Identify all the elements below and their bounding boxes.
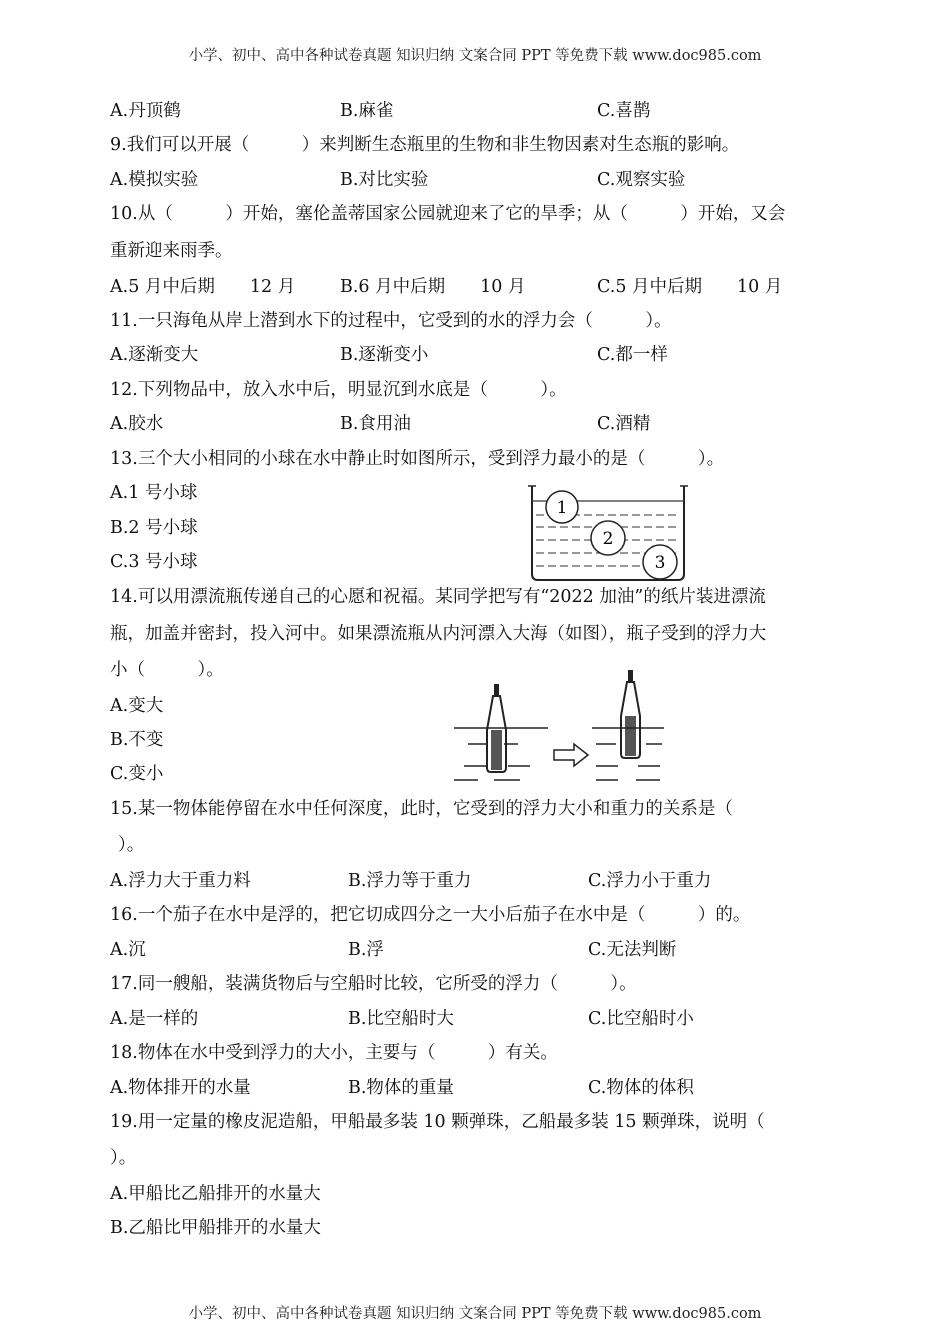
q12-option-a: A.胶水 xyxy=(110,414,164,434)
q9-stem: 9.我们可以开展（ ）来判断生态瓶里的生物和非生物因素对生态瓶的影响。 xyxy=(110,135,740,155)
q17-option-a: A.是一样的 xyxy=(110,1009,199,1029)
q9-option-a: A.模拟实验 xyxy=(110,170,199,190)
q12-option-b: B.食用油 xyxy=(340,414,411,434)
q19-stem-line1: 19.用一定量的橡皮泥造船，甲船最多装 10 颗弹珠，乙船最多装 15 颗弹珠，说明（ xyxy=(110,1112,765,1132)
q8-option-a: A.丹顶鹤 xyxy=(110,101,181,121)
q18-stem: 18.物体在水中受到浮力的大小，主要与（ ）有关。 xyxy=(110,1043,558,1063)
q14-stem-line2: 瓶，加盖并密封，投入河中。如果漂流瓶从内河漂入大海（如图），瓶子受到的浮力大 xyxy=(110,624,767,644)
q9-option-c: C.观察实验 xyxy=(597,170,686,190)
q18-option-b: B.物体的重量 xyxy=(348,1078,454,1098)
page-header: 小学、初中、高中各种试卷真题 知识归纳 文案合同 PPT 等免费下载 www.doc985.com xyxy=(188,48,762,64)
ball-3-label: 3 xyxy=(654,553,666,573)
q17-stem: 17.同一艘船，装满货物后与空船时比较，它所受的浮力（ ）。 xyxy=(110,974,637,994)
q15-option-b: B.浮力等于重力 xyxy=(348,871,472,891)
q15-stem-line2: ）。 xyxy=(118,835,145,855)
q16-option-a: A.沉 xyxy=(110,940,146,960)
q18-option-a: A.物体排开的水量 xyxy=(110,1078,251,1098)
q13-option-b: B.2 号小球 xyxy=(110,518,198,538)
q10-option-b: B.6 月中后期 10 月 xyxy=(340,277,526,297)
q11-option-c: C.都一样 xyxy=(597,345,668,365)
q11-stem: 11.一只海龟从岸上潜到水下的过程中，它受到的水的浮力会（ ）。 xyxy=(110,311,672,331)
q19-option-a: A.甲船比乙船排开的水量大 xyxy=(110,1184,321,1204)
q10-stem-line2: 重新迎来雨季。 xyxy=(110,241,233,261)
q15-stem-line1: 15.某一物体能停留在水中任何深度，此时，它受到的浮力大小和重力的关系是（ xyxy=(110,799,733,819)
q16-option-c: C.无法判断 xyxy=(588,940,677,960)
q10-option-a: A.5 月中后期 12 月 xyxy=(110,277,296,297)
q11-option-a: A.逐渐变大 xyxy=(110,345,199,365)
q10-option-c: C.5 月中后期 10 月 xyxy=(597,277,783,297)
q8-option-b: B.麻雀 xyxy=(340,101,394,121)
q14-option-c: C.变小 xyxy=(110,764,164,784)
q11-option-b: B.逐渐变小 xyxy=(340,345,429,365)
q9-option-b: B.对比实验 xyxy=(340,170,429,190)
q13-three-balls-diagram xyxy=(528,480,692,584)
q15-option-a: A.浮力大于重力料 xyxy=(110,871,251,891)
q19-stem-line2: ）。 xyxy=(110,1148,137,1168)
q16-stem: 16.一个茄子在水中是浮的，把它切成四分之一大小后茄子在水中是（ ）的。 xyxy=(110,905,751,925)
q13-option-c: C.3 号小球 xyxy=(110,552,198,572)
q14-option-b: B.不变 xyxy=(110,730,164,750)
q8-option-c: C.喜鹊 xyxy=(597,101,651,121)
q14-drift-bottle-diagram xyxy=(450,668,666,790)
q18-option-c: C.物体的体积 xyxy=(588,1078,694,1098)
q14-option-a: A.变大 xyxy=(110,696,164,716)
page-footer: 小学、初中、高中各种试卷真题 知识归纳 文案合同 PPT 等免费下载 www.doc985.com xyxy=(188,1306,762,1322)
q16-option-b: B.浮 xyxy=(348,940,384,960)
q17-option-b: B.比空船时大 xyxy=(348,1009,454,1029)
q14-stem-line1: 14.可以用漂流瓶传递自己的心愿和祝福。某同学把写有“2022 加油”的纸片装进漂流 xyxy=(110,587,766,607)
ball-2-label: 2 xyxy=(602,529,614,549)
q12-option-c: C.酒精 xyxy=(597,414,651,434)
q12-stem: 12.下列物品中，放入水中后，明显沉到水底是（ ）。 xyxy=(110,380,567,400)
q13-stem: 13.三个大小相同的小球在水中静止时如图所示，受到浮力最小的是（ ）。 xyxy=(110,449,725,469)
q17-option-c: C.比空船时小 xyxy=(588,1009,694,1029)
q14-stem-line3: 小（ ）。 xyxy=(110,660,224,680)
q15-option-c: C.浮力小于重力 xyxy=(588,871,712,891)
q13-option-a: A.1 号小球 xyxy=(110,483,198,503)
q10-stem-line1: 10.从（ ）开始，塞伦盖蒂国家公园就迎来了它的旱季；从（ ）开始，又会 xyxy=(110,204,786,224)
arrow-right-icon xyxy=(554,744,588,766)
ball-1-label: 1 xyxy=(556,498,568,518)
q19-option-b: B.乙船比甲船排开的水量大 xyxy=(110,1218,321,1238)
